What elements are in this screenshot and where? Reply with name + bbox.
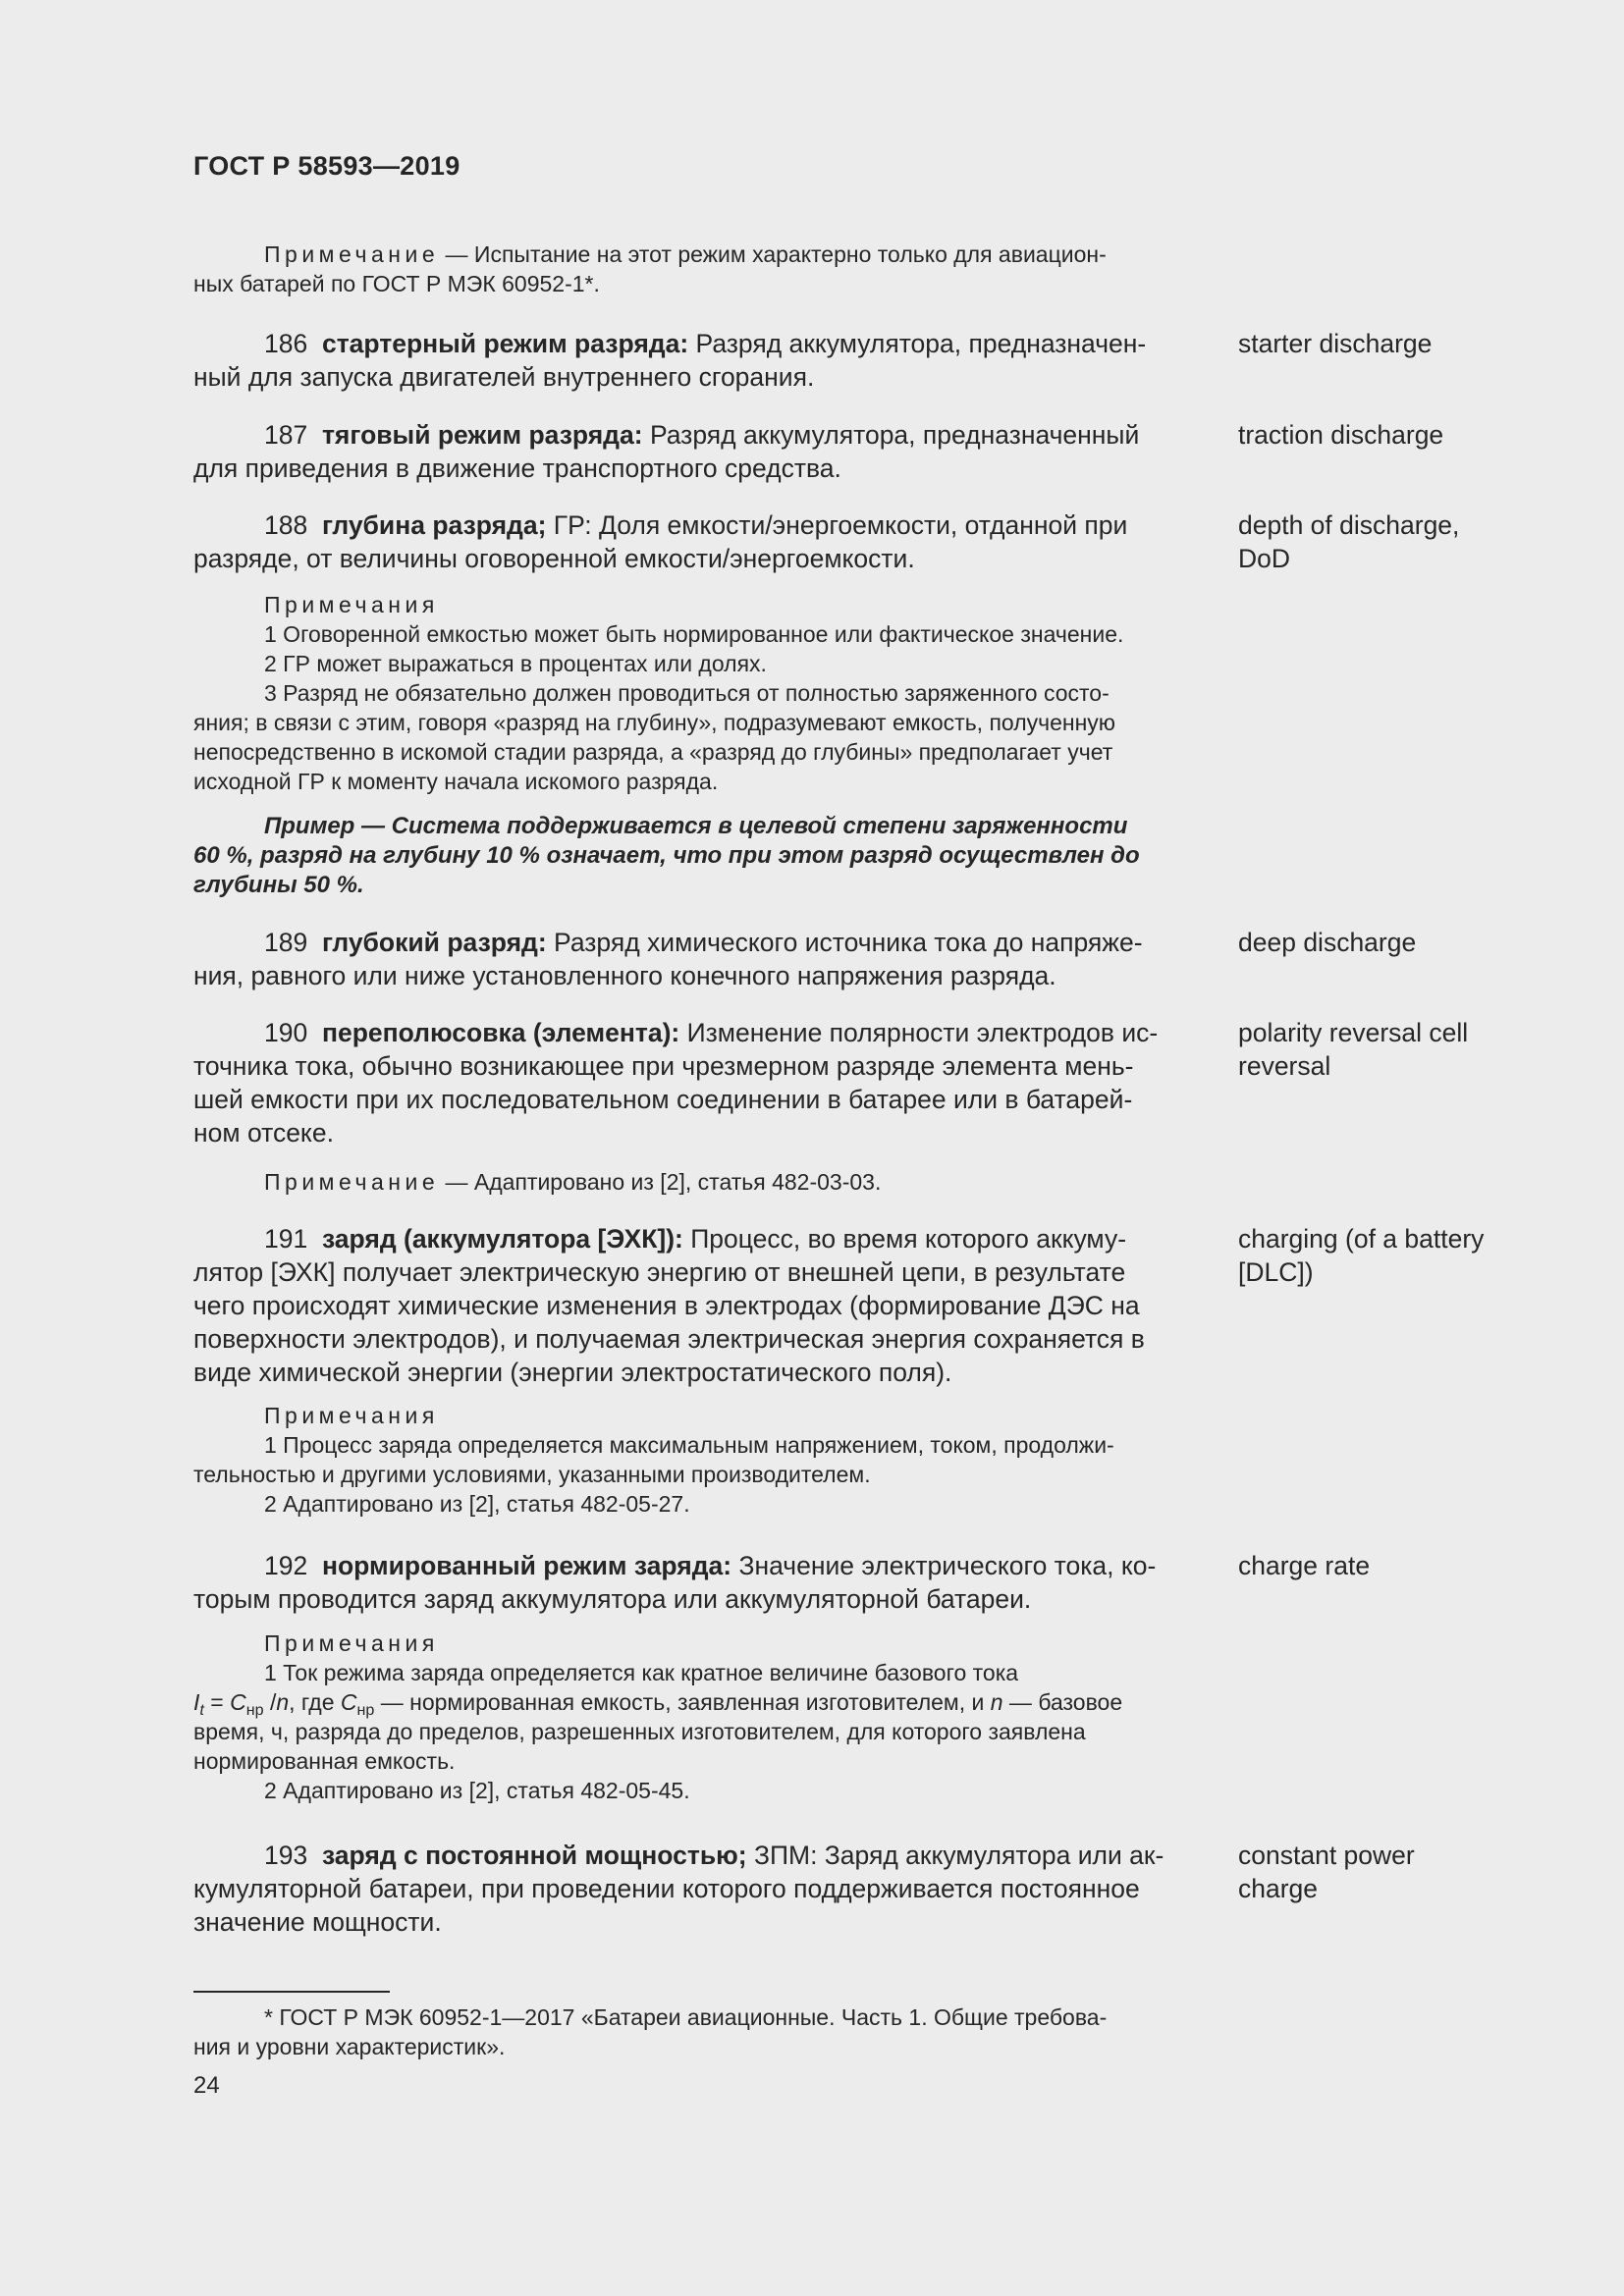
- note-item: 2 Адаптировано из [2], статья 482-05-45.: [264, 1778, 690, 1803]
- english-term: charge rate: [1238, 1551, 1371, 1580]
- formula-text: , где: [289, 1689, 341, 1715]
- note-item: 3 Разряд не обязательно должен проводиться от полностью заряженного состо-: [264, 680, 1110, 706]
- footnote: [193, 2002, 1199, 2061]
- formula-symbol: C: [230, 1689, 246, 1715]
- term-text: разряде, от величины оговоренной емкости/энергоемкости.: [193, 544, 915, 573]
- footnote-text: ния и уровни характеристик».: [193, 2034, 506, 2059]
- term-text: шей емкости при их последовательном соединении в батарее или в батарей-: [193, 1085, 1133, 1114]
- term-name: заряд (аккумулятора [ЭХК]):: [321, 1224, 683, 1254]
- term-text: чего происходят химические изменения в электродах (формирование ДЭС на: [193, 1291, 1140, 1320]
- term-text: Процесс, во время которого аккуму-: [682, 1224, 1127, 1254]
- example-188: [193, 812, 1199, 900]
- english-term-189: [1238, 926, 1533, 959]
- term-text: значение мощности.: [193, 1907, 442, 1937]
- term-192: [193, 1549, 1199, 1616]
- term-text: Значение электрического тока, ко-: [731, 1551, 1157, 1580]
- note-text: ных батарей по ГОСТ Р МЭК 60952-1*.: [193, 271, 600, 296]
- term-name: переполюсовка (элемента):: [321, 1018, 680, 1047]
- english-term-193: [1238, 1839, 1533, 1905]
- example-text: глубины 50 %.: [193, 872, 364, 898]
- notes-188: [193, 590, 1199, 796]
- term-number: 190: [264, 1018, 308, 1047]
- formula-symbol: n: [990, 1689, 1003, 1715]
- term-text: виде химической энергии (энергии электростатического поля).: [193, 1358, 952, 1387]
- term-number: 186: [264, 329, 308, 358]
- formula-subscript: нр: [356, 1701, 375, 1719]
- term-text: Разряд химического источника тока до напряже-: [546, 928, 1143, 957]
- note-item: 1 Оговоренной емкостью может быть нормированное или фактическое значение.: [264, 621, 1124, 647]
- english-term-187: [1238, 418, 1533, 452]
- note-190: [193, 1167, 1199, 1197]
- term-text: торым проводится заряд аккумулятора или аккумуляторной батареи.: [193, 1584, 1032, 1614]
- footnote-separator: [193, 1991, 390, 1993]
- english-term-192: [1238, 1549, 1533, 1582]
- note-item: исходной ГР к моменту начала искомого разряда.: [193, 769, 719, 794]
- note-item: нормированная емкость.: [193, 1748, 456, 1774]
- formula-symbol: n: [276, 1689, 290, 1715]
- term-text: ния, равного или ниже установленного конечного напряжения разряда.: [193, 961, 1056, 990]
- term-number: 189: [264, 928, 308, 957]
- notes-192: [193, 1629, 1199, 1805]
- term-186: [193, 327, 1199, 394]
- formula-symbol: C: [340, 1689, 357, 1715]
- note-text: — Испытание на этот режим характерно только для авиацион-: [439, 241, 1107, 267]
- formula-subscript: нр: [245, 1701, 264, 1719]
- note-item: 1 Ток режима заряда определяется как кратное величине базового тока: [264, 1660, 1019, 1685]
- term-193: [193, 1839, 1199, 1939]
- term-text: ном отсеке.: [193, 1118, 334, 1148]
- english-term: constant power: [1238, 1841, 1415, 1870]
- term-text: точника тока, обычно возникающее при чрезмерном разряде элемента мень-: [193, 1051, 1134, 1081]
- note-item: время, ч, разряда до пределов, разрешенных изготовителем, для которого заявлена: [193, 1719, 1086, 1744]
- english-term: depth of discharge,: [1238, 510, 1460, 540]
- english-term: [DLC]): [1238, 1257, 1314, 1287]
- notes-191: [193, 1401, 1199, 1519]
- term-name: заряд с постоянной мощностью;: [321, 1841, 747, 1870]
- english-term: charge: [1238, 1874, 1319, 1903]
- formula-text: /: [263, 1689, 277, 1715]
- term-text: Разряд аккумулятора, предназначен-: [688, 329, 1147, 358]
- formula-subscript: t: [199, 1701, 204, 1719]
- term-text: ЗПМ: Заряд аккумулятора или ак-: [746, 1841, 1164, 1870]
- term-name: стартерный режим разряда:: [321, 329, 689, 358]
- note-top: [193, 240, 1199, 298]
- term-191: [193, 1222, 1199, 1389]
- note-label: Примечание: [264, 1169, 440, 1195]
- english-term: reversal: [1238, 1051, 1331, 1081]
- term-text: поверхности электродов), и получаемая электрическая энергия сохраняется в: [193, 1324, 1145, 1354]
- note-item: тельностью и другими условиями, указанными производителем.: [193, 1462, 871, 1487]
- note-item: 1 Процесс заряда определяется максимальным напряжением, током, продолжи-: [264, 1432, 1114, 1458]
- english-term: polarity reversal cell: [1238, 1018, 1469, 1047]
- term-number: 188: [264, 510, 308, 540]
- formula-text: — нормированная емкость, заявленная изготовителем, и: [374, 1689, 991, 1715]
- english-term: charging (of a battery: [1238, 1224, 1485, 1254]
- formula-text: =: [203, 1689, 231, 1715]
- term-name: глубина разряда;: [321, 510, 547, 540]
- notes-label: Примечания: [264, 1630, 439, 1656]
- english-term-191: [1238, 1222, 1533, 1289]
- term-text: Изменение полярности электродов ис-: [679, 1018, 1159, 1047]
- term-name: тяговый режим разряда:: [321, 420, 643, 450]
- note-item: 2 Адаптировано из [2], статья 482-05-27.: [264, 1491, 690, 1517]
- term-189: [193, 926, 1199, 992]
- footnote-text: * ГОСТ Р МЭК 60952-1—2017 «Батареи авиационные. Часть 1. Общие требова-: [264, 2004, 1108, 2030]
- note-text: — Адаптировано из [2], статья 482-03-03.: [439, 1169, 882, 1195]
- term-text: ный для запуска двигателей внутреннего сгорания.: [193, 362, 815, 392]
- note-item: яния; в связи с этим, говоря «разряд на глубину», подразумевают емкость, полученную: [193, 710, 1116, 735]
- term-number: 187: [264, 420, 308, 450]
- page-number: 24: [193, 2072, 220, 2099]
- term-text: кумуляторной батареи, при проведении которого поддерживается постоянное: [193, 1874, 1140, 1903]
- term-number: 193: [264, 1841, 308, 1870]
- english-term: starter discharge: [1238, 329, 1433, 358]
- notes-label: Примечания: [264, 1403, 439, 1428]
- term-text: для приведения в движение транспортного средства.: [193, 454, 841, 483]
- term-190: [193, 1016, 1199, 1149]
- english-term: DoD: [1238, 544, 1291, 573]
- term-number: 191: [264, 1224, 308, 1254]
- term-188: [193, 508, 1199, 575]
- formula-symbol: I: [193, 1689, 200, 1715]
- note-label: Примечание: [264, 241, 440, 267]
- term-number: 192: [264, 1551, 308, 1580]
- term-text: лятор [ЭХК] получает электрическую энергию от внешней цепи, в результате: [193, 1257, 1126, 1287]
- note-item: непосредственно в искомой стадии разряда, а «разряд до глубины» предполагает учет: [193, 739, 1113, 765]
- document-header: ГОСТ Р 58593—2019: [193, 151, 460, 181]
- term-187: [193, 418, 1199, 485]
- notes-label: Примечания: [264, 592, 439, 617]
- term-name: глубокий разряд:: [321, 928, 547, 957]
- term-text: Разряд аккумулятора, предназначенный: [642, 420, 1140, 450]
- english-term: deep discharge: [1238, 928, 1417, 957]
- formula-text: — базовое: [1002, 1689, 1123, 1715]
- english-term-188: [1238, 508, 1533, 575]
- example-text: 60 %, разряд на глубину 10 % означает, что при этом разряд осуществлен до: [193, 842, 1140, 869]
- example-text: Пример — Система поддерживается в целевой степени заряженности: [264, 813, 1128, 839]
- term-text: ГР: Доля емкости/энергоемкости, отданной при: [546, 510, 1128, 540]
- note-item: 2 ГР может выражаться в процентах или долях.: [264, 651, 767, 676]
- english-term: traction discharge: [1238, 420, 1444, 450]
- english-term-186: [1238, 327, 1533, 360]
- term-name: нормированный режим заряда:: [321, 1551, 732, 1580]
- english-term-190: [1238, 1016, 1533, 1083]
- formula-line: [193, 1687, 1199, 1717]
